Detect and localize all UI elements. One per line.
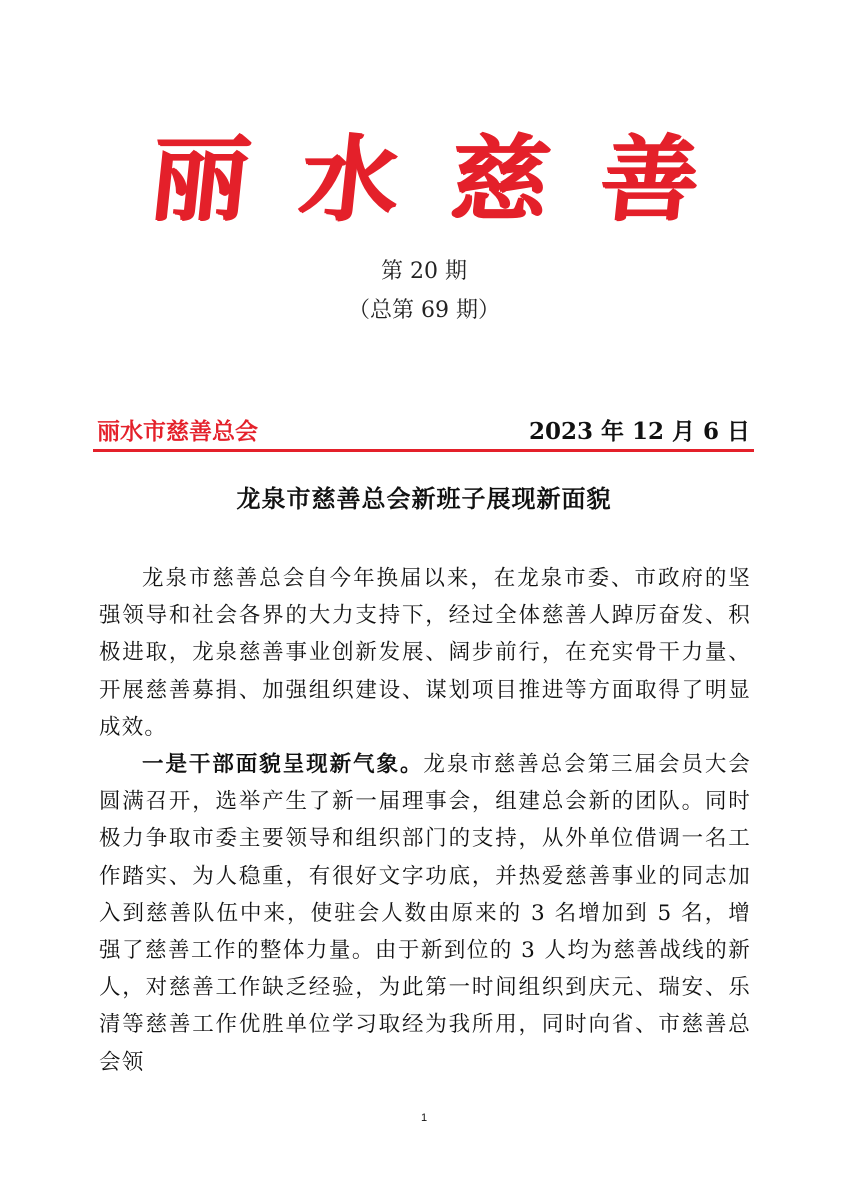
article-body bbox=[99, 560, 751, 1081]
masthead-char: 水 bbox=[294, 124, 404, 235]
article-title: 龙泉市慈善总会新班子展现新面貌 bbox=[236, 484, 612, 513]
issue-number: 第 20 期 bbox=[381, 259, 467, 284]
header-divider bbox=[93, 449, 754, 452]
masthead-char: 丽 bbox=[144, 124, 254, 235]
publish-date: 2023 年 12 月 6 日 bbox=[528, 418, 750, 445]
masthead-char: 慈 bbox=[444, 124, 554, 235]
publisher-name: 丽水市慈善总会 bbox=[97, 419, 258, 445]
paragraph-lead: 一是干部面貌呈现新气象。 bbox=[142, 752, 424, 778]
masthead-logo bbox=[144, 120, 704, 240]
issue-total: （总第 69 期） bbox=[348, 298, 500, 323]
page-number: 1 bbox=[420, 1112, 428, 1124]
masthead-char: 善 bbox=[594, 124, 704, 235]
paragraph: 龙泉市慈善总会自今年换届以来，在龙泉市委、市政府的坚强领导和社会各界的大力支持下，经过全体慈善人踔厉奋发、积极进取，龙泉慈善事业创新发展、阔步前行，在充实骨干力量、开展慈善募捐、加强组织建设、谋划项目推进等方面取得了明显成效。 bbox=[99, 566, 751, 740]
paragraph bbox=[99, 746, 751, 1081]
paragraph-text: 龙泉市慈善总会第三届会员大会圆满召开，选举产生了新一届理事会，组建总会新的团队。同时极力争取市委主要领导和组织部门的支持，从外单位借调一名工作踏实、为人稳重，有很好文字功底，并热爱慈善事业的同志加入到慈善队伍中来，使驻会人数由原来的 3 名增加到 5 名，增强了慈善工作的整体力量。由于新到位的 3 人均为慈善战线的新人，对慈善工作缺乏经验，为此第一时间组织到庆元、瑞安、乐清等慈善工作优胜单位学习取经为我所用，同时向省、市慈善总会领 bbox=[99, 752, 751, 1075]
